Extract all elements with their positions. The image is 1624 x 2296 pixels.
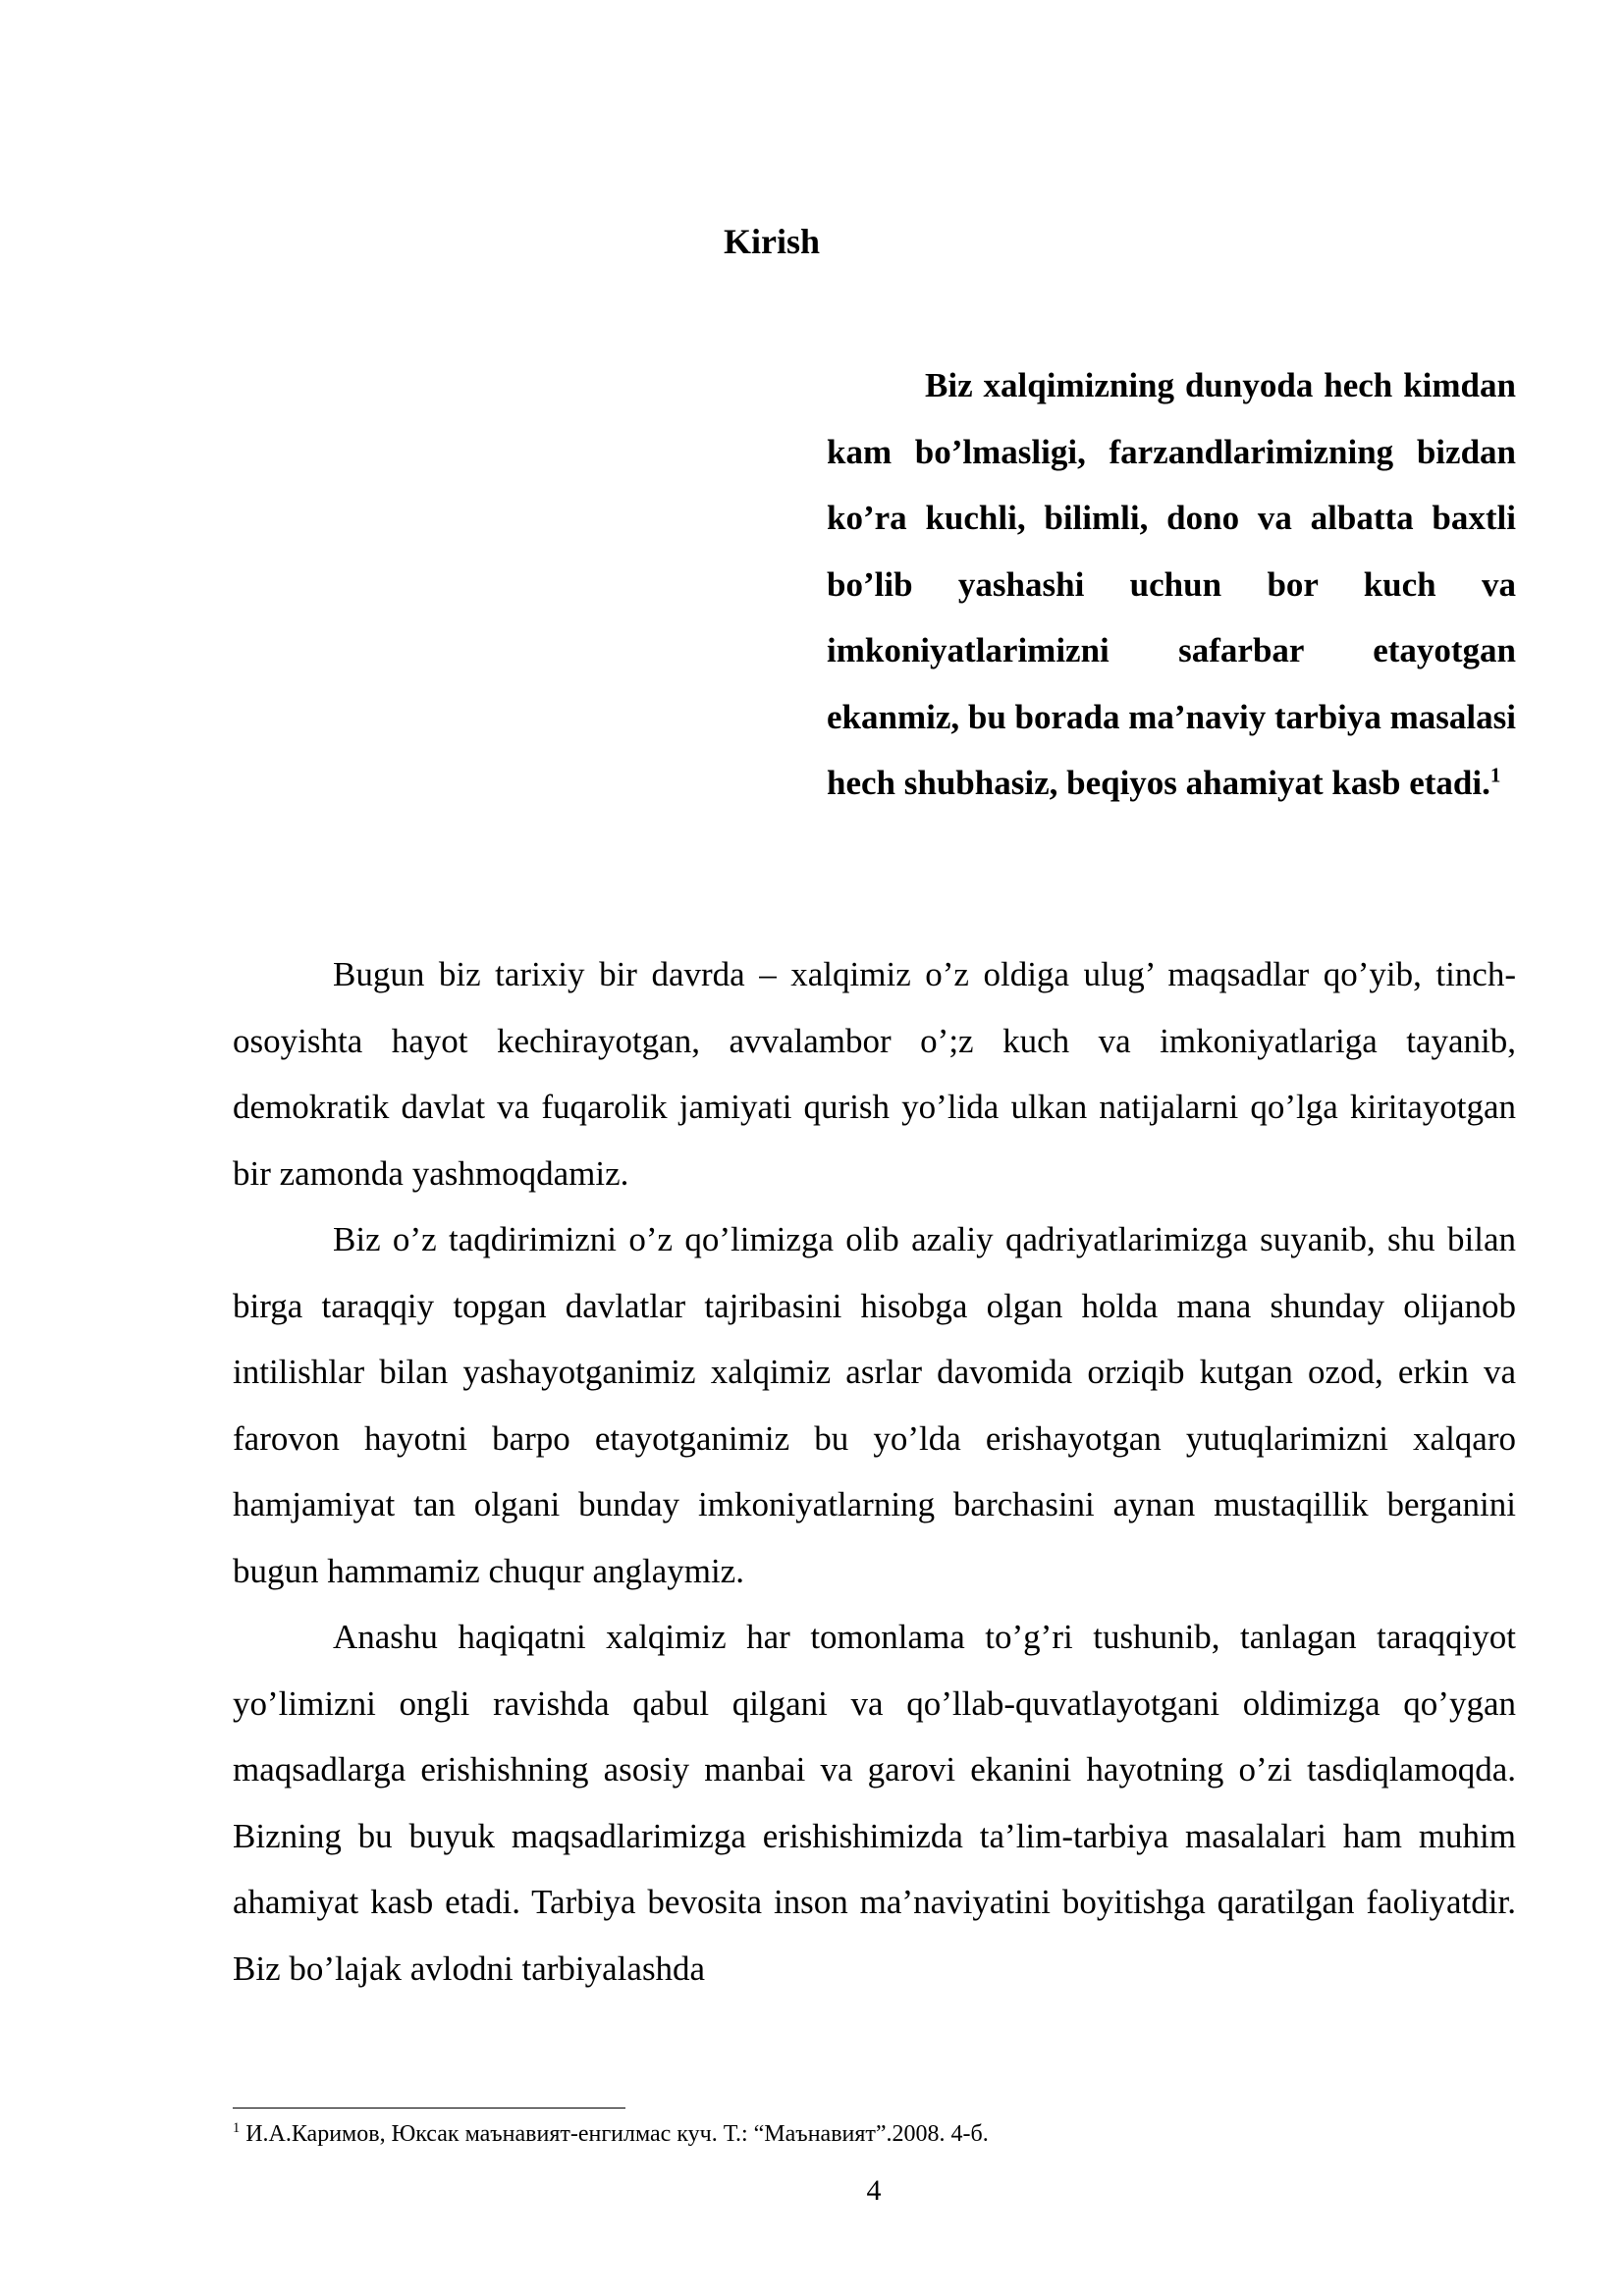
epigraph-quote <box>827 352 1516 817</box>
footnote-number: 1 <box>233 2120 241 2136</box>
section-title: Kirish <box>723 222 820 261</box>
page-number: 4 <box>866 2174 882 2207</box>
footnote <box>233 2116 1516 2152</box>
footnote-separator <box>233 2108 625 2109</box>
footnote-reference: 1 <box>1489 763 1501 787</box>
paragraph-3: Anashu haqiqatni xalqimiz har tomonlama to’g’ri tushunib, tanlagan taraqqiyot yo’limizni ongli ravishda qabul qilgani va qo’llab-quvatlayotgani oldimizga qo’ygan maqsadlarga erishishning asosiy manbai va garovi ekanini hayotning o’zi tasdiqlamoqda. Bizning bu buyuk maqsadlarimizga erishishimizda ta’lim-tarbiya masalalari ham muhim ahamiyat kasb etadi. Tarbiya bevosita inson ma’naviyatini boyitishga qaratilgan faoliyatdir. Biz bo’lajak avlodni tarbiyalashda <box>233 1618 1516 1988</box>
body-text <box>233 941 1516 2002</box>
paragraph-2: Biz o’z taqdirimizni o’z qo’limizga olib azaliy qadriyatlarimizga suyanib, shu bilan birga taraqqiy topgan davlatlar tajribasini hisobga olgan holda mana shunday olijanob intilishlar bilan yashayotganimiz xalqimiz asrlar davomida orziqib kutgan ozod, erkin va farovon hayotni barpo etayotganimiz bu yo’lda erishayotgan yutuqlarimizni xalqaro hamjamiyat tan olgani bunday imkoniyatlarning barchasini aynan mustaqillik berganini bugun hammamiz chuqur anglaymiz. <box>233 1220 1516 1590</box>
footnote-text: И.А.Каримов, Юксак маънавият-енгилмас куч. Т.: “Маънавият”.2008. 4-б. <box>245 2121 989 2147</box>
epigraph-text: Biz xalqimizning dunyoda hech kimdan kam bo’lmasligi, farzandlarimizning bizdan ko’ra kuchli, bilimli, dono va albatta baxtli bo’lib yashashi uchun bor kuch va imkoniyatlarimizni safarbar etayotgan ekanmiz, bu borada ma’naviy tarbiya masalasi hech shubhasiz, beqiyos ahamiyat kasb etadi. <box>827 366 1516 802</box>
paragraph-1: Bugun biz tarixiy bir davrda – xalqimiz o’z oldiga ulug’ maqsadlar qo’yib, tinch-osoyishta hayot kechirayotgan, avvalambor o’;z kuch va imkoniyatlariga tayanib, demokratik davlat va fuqarolik jamiyati qurish yo’lida ulkan natijalarni qo’lga kiritayotgan bir zamonda yashmoqdamiz. <box>233 955 1516 1193</box>
